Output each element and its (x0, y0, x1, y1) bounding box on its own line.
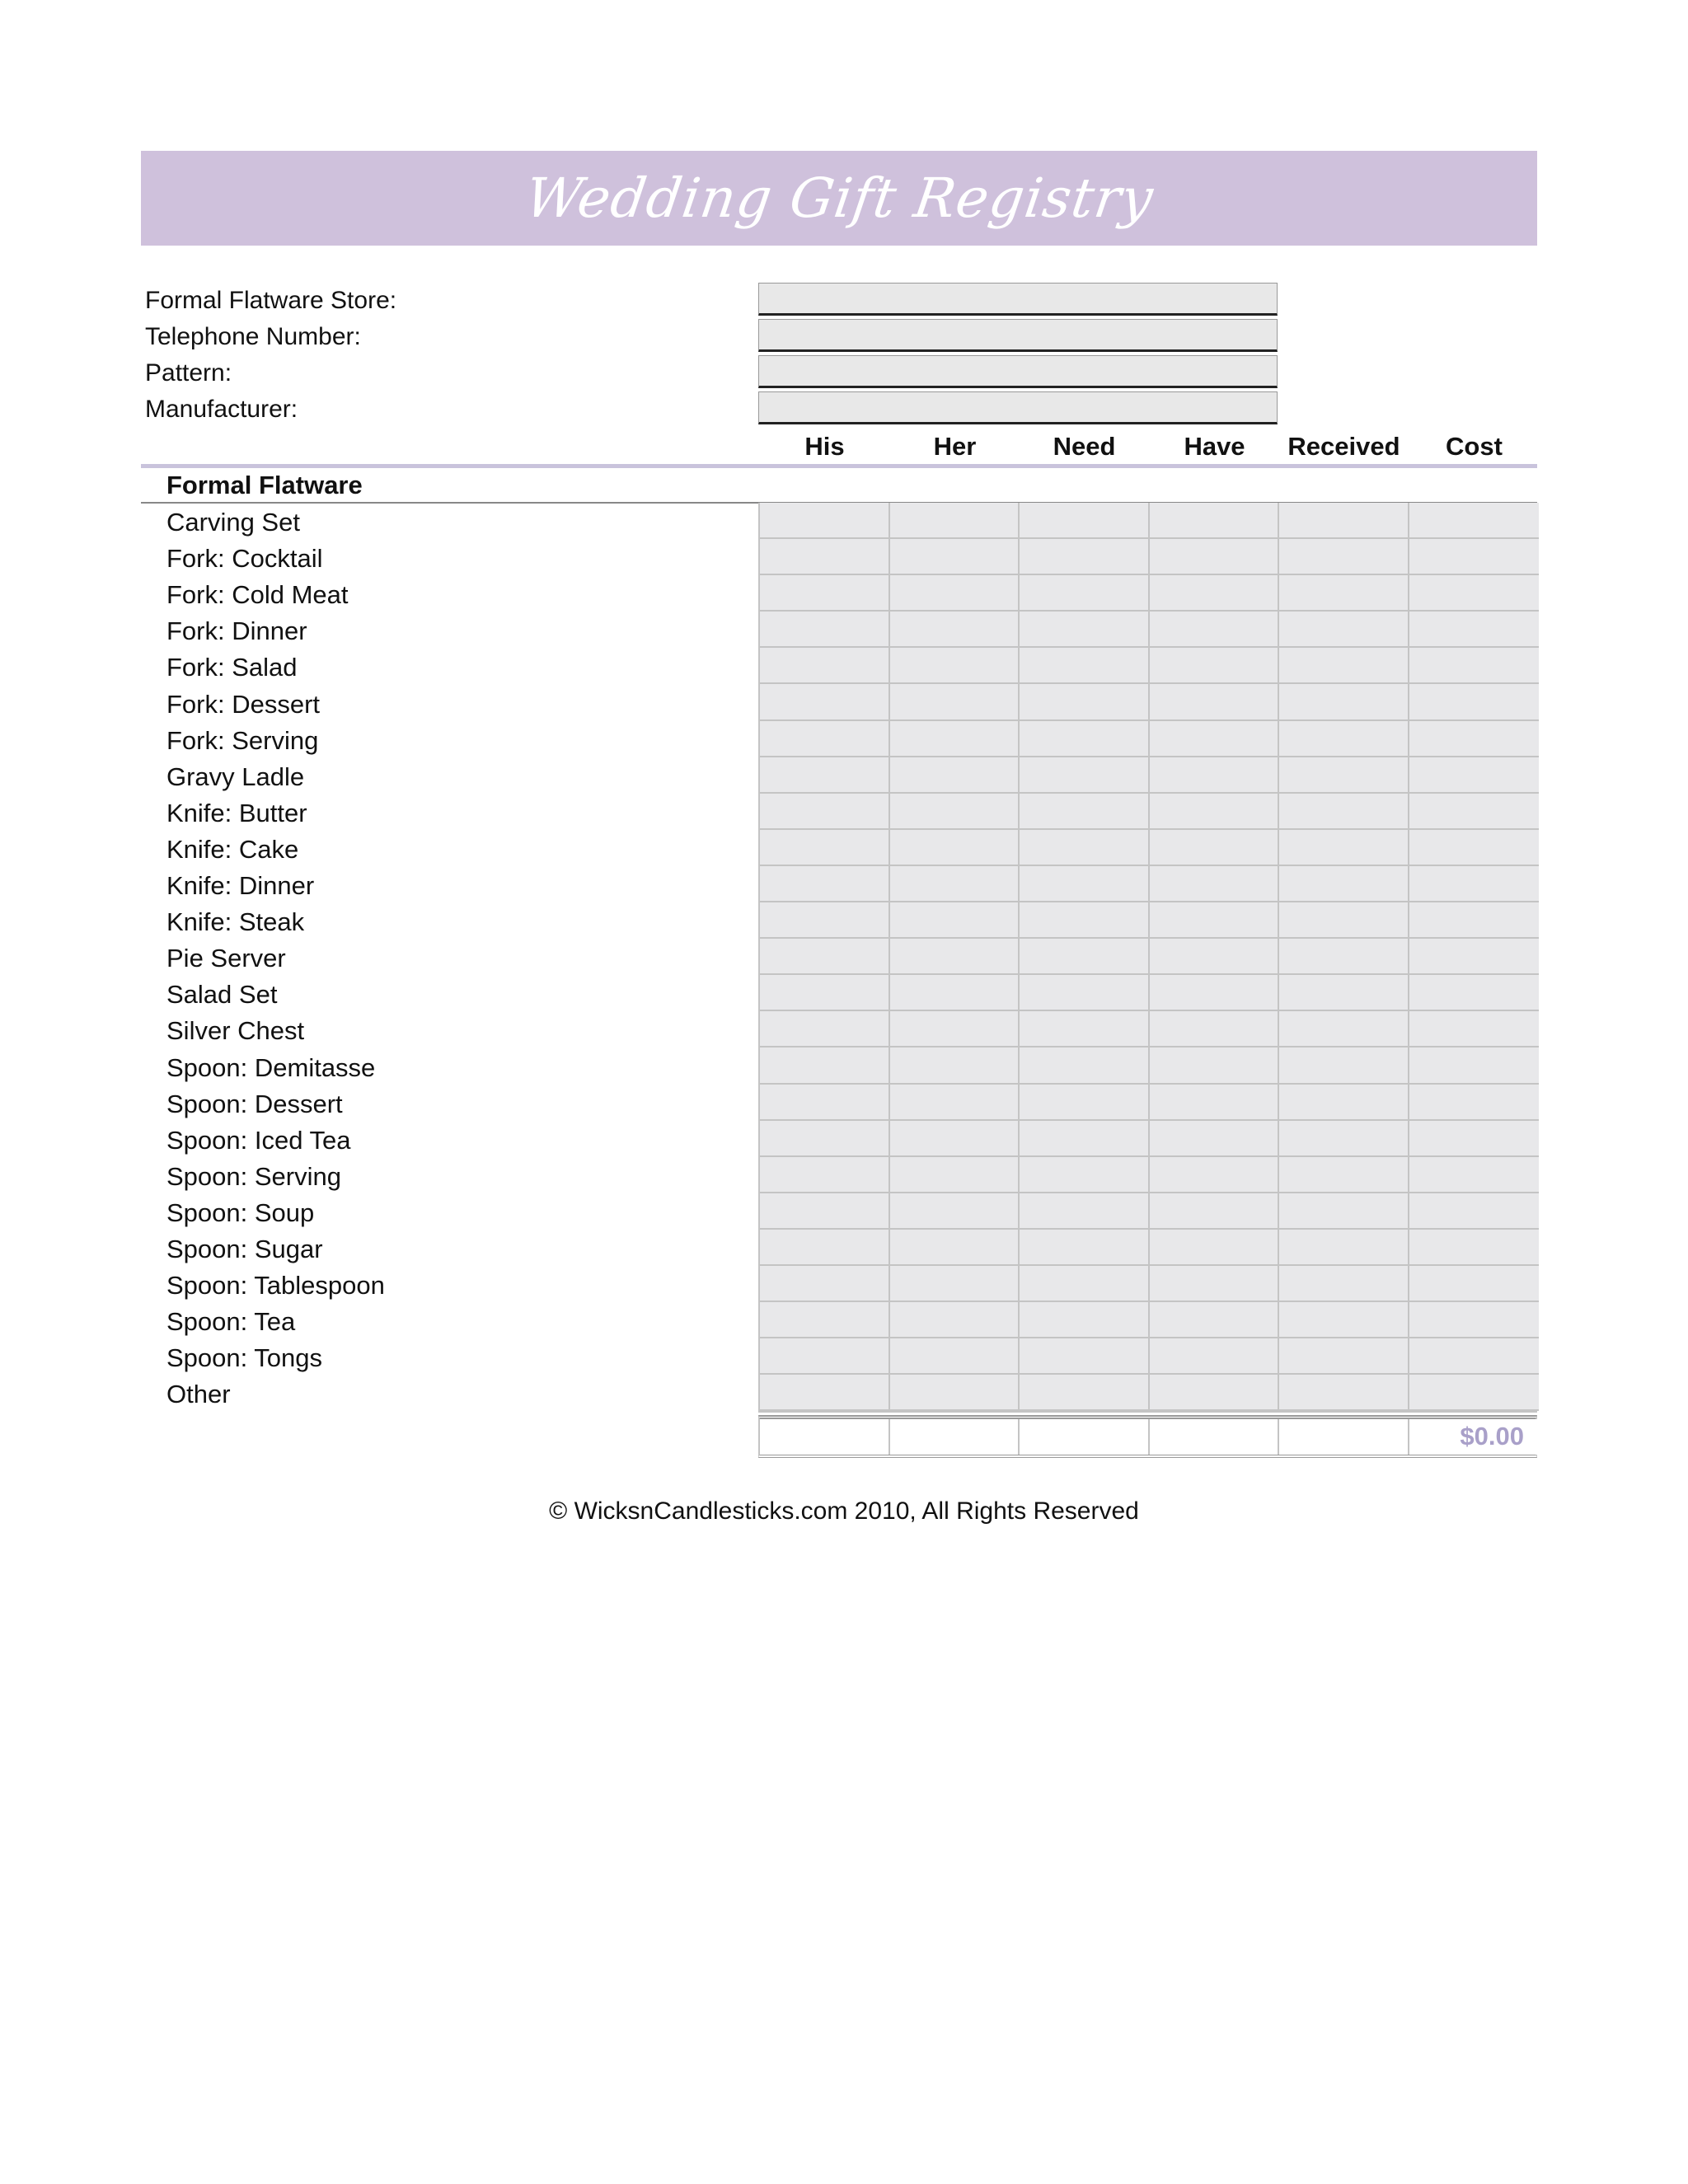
table-row (760, 1266, 1536, 1302)
cost-cell[interactable] (1409, 721, 1540, 757)
have-cell[interactable] (1150, 1266, 1280, 1302)
need-cell[interactable] (1020, 902, 1150, 939)
her-cell[interactable] (890, 1157, 1020, 1193)
item-label: Spoon: Tongs (166, 1343, 323, 1373)
table-row (760, 539, 1536, 575)
have-cell[interactable] (1150, 1338, 1280, 1375)
her-cell[interactable] (890, 757, 1020, 794)
received-cell[interactable] (1279, 794, 1409, 830)
her-cell[interactable] (890, 648, 1020, 684)
his-cell[interactable] (760, 1085, 890, 1121)
registry-grid (758, 503, 1537, 1413)
need-cell[interactable] (1020, 866, 1150, 902)
his-cell[interactable] (760, 1230, 890, 1266)
need-cell[interactable] (1020, 975, 1150, 1011)
table-row (760, 503, 1536, 539)
item-label: Spoon: Sugar (166, 1235, 323, 1263)
have-cell[interactable] (1150, 575, 1280, 612)
have-cell[interactable] (1150, 539, 1280, 575)
his-cell[interactable] (760, 721, 890, 757)
need-cell[interactable] (1020, 1302, 1150, 1338)
received-cell[interactable] (1279, 1011, 1409, 1047)
her-cell[interactable] (890, 866, 1020, 902)
cost-cell[interactable] (1409, 939, 1540, 975)
item-label: Silver Chest (166, 1016, 305, 1046)
table-row (760, 975, 1536, 1011)
column-header-have: Have (1184, 432, 1245, 461)
need-cell[interactable] (1020, 939, 1150, 975)
cost-cell[interactable] (1409, 1121, 1540, 1157)
cost-cell[interactable] (1409, 612, 1540, 648)
pattern-label: Pattern: (145, 359, 232, 387)
total-received (1279, 1419, 1409, 1455)
have-cell[interactable] (1150, 866, 1280, 902)
have-cell[interactable] (1150, 612, 1280, 648)
received-cell[interactable] (1279, 1266, 1409, 1302)
his-cell[interactable] (760, 1011, 890, 1047)
table-row (760, 684, 1536, 720)
phone-label: Telephone Number: (145, 323, 361, 350)
cost-cell[interactable] (1409, 757, 1540, 794)
received-cell[interactable] (1279, 1121, 1409, 1157)
need-cell[interactable] (1020, 794, 1150, 830)
her-cell[interactable] (890, 830, 1020, 866)
his-cell[interactable] (760, 975, 890, 1011)
total-his (760, 1419, 890, 1455)
manufacturer-field[interactable] (758, 391, 1278, 424)
need-cell[interactable] (1020, 503, 1150, 539)
cost-cell[interactable] (1409, 1266, 1540, 1302)
totals-row (758, 1415, 1537, 1458)
received-cell[interactable] (1279, 503, 1409, 539)
column-header-her: Her (933, 432, 977, 461)
item-label: Knife: Steak (166, 907, 305, 937)
his-cell[interactable] (760, 503, 890, 539)
table-row (760, 830, 1536, 866)
her-cell[interactable] (890, 503, 1020, 539)
her-cell[interactable] (890, 684, 1020, 720)
manufacturer-label: Manufacturer: (145, 396, 298, 423)
need-cell[interactable] (1020, 830, 1150, 866)
item-label: Gravy Ladle (166, 762, 305, 791)
his-cell[interactable] (760, 1193, 890, 1230)
received-cell[interactable] (1279, 902, 1409, 939)
received-cell[interactable] (1279, 539, 1409, 575)
table-row (760, 1011, 1536, 1047)
item-label: Spoon: Demitasse (166, 1052, 376, 1082)
table-row (760, 612, 1536, 648)
need-cell[interactable] (1020, 1047, 1150, 1084)
her-cell[interactable] (890, 1266, 1020, 1302)
table-row (760, 1375, 1536, 1411)
cost-cell[interactable] (1409, 866, 1540, 902)
need-cell[interactable] (1020, 648, 1150, 684)
cost-cell[interactable] (1409, 1157, 1540, 1193)
table-row (760, 1193, 1536, 1230)
need-cell[interactable] (1020, 1266, 1150, 1302)
received-cell[interactable] (1279, 1302, 1409, 1338)
her-cell[interactable] (890, 1338, 1020, 1375)
her-cell[interactable] (890, 539, 1020, 575)
total-her (890, 1419, 1020, 1455)
cost-cell[interactable] (1409, 1011, 1540, 1047)
his-cell[interactable] (760, 1266, 890, 1302)
his-cell[interactable] (760, 539, 890, 575)
table-row (760, 1047, 1536, 1084)
item-label: Carving Set (166, 508, 300, 537)
item-label: Fork: Serving (166, 725, 319, 755)
pattern-field[interactable] (758, 355, 1278, 388)
have-cell[interactable] (1150, 902, 1280, 939)
received-cell[interactable] (1279, 939, 1409, 975)
received-cell[interactable] (1279, 684, 1409, 720)
cost-cell[interactable] (1409, 1193, 1540, 1230)
item-label: Fork: Cold Meat (166, 580, 349, 610)
need-cell[interactable] (1020, 1375, 1150, 1411)
have-cell[interactable] (1150, 1047, 1280, 1084)
her-cell[interactable] (890, 939, 1020, 975)
her-cell[interactable] (890, 1193, 1020, 1230)
column-header-need: Need (1053, 432, 1116, 461)
his-cell[interactable] (760, 794, 890, 830)
need-cell[interactable] (1020, 1121, 1150, 1157)
his-cell[interactable] (760, 575, 890, 612)
total-have (1150, 1419, 1280, 1455)
his-cell[interactable] (760, 1047, 890, 1084)
table-row (760, 1230, 1536, 1266)
item-label: Knife: Butter (166, 798, 307, 827)
item-label: Spoon: Serving (166, 1161, 341, 1191)
his-cell[interactable] (760, 1302, 890, 1338)
need-cell[interactable] (1020, 1193, 1150, 1230)
need-cell[interactable] (1020, 684, 1150, 720)
received-cell[interactable] (1279, 612, 1409, 648)
item-label: Fork: Cocktail (166, 544, 323, 574)
received-cell[interactable] (1279, 1193, 1409, 1230)
total-cost: $0.00 (1409, 1419, 1540, 1455)
her-cell[interactable] (890, 1302, 1020, 1338)
her-cell[interactable] (890, 975, 1020, 1011)
table-row (760, 1302, 1536, 1338)
her-cell[interactable] (890, 1011, 1020, 1047)
column-header-received: Received (1287, 432, 1400, 461)
need-cell[interactable] (1020, 1338, 1150, 1375)
have-cell[interactable] (1150, 684, 1280, 720)
item-label: Fork: Dinner (166, 616, 307, 646)
her-cell[interactable] (890, 1085, 1020, 1121)
table-row (760, 1121, 1536, 1157)
phone-field[interactable] (758, 319, 1278, 352)
received-cell[interactable] (1279, 1375, 1409, 1411)
her-cell[interactable] (890, 794, 1020, 830)
his-cell[interactable] (760, 1375, 890, 1411)
item-label: Spoon: Soup (166, 1197, 315, 1227)
item-label: Spoon: Iced Tea (166, 1125, 351, 1155)
table-row (760, 939, 1536, 975)
item-label: Pie Server (166, 944, 286, 973)
have-cell[interactable] (1150, 648, 1280, 684)
his-cell[interactable] (760, 1121, 890, 1157)
cost-cell[interactable] (1409, 1302, 1540, 1338)
have-cell[interactable] (1150, 1011, 1280, 1047)
item-label: Fork: Dessert (166, 689, 321, 719)
column-header-his: His (804, 432, 845, 461)
his-cell[interactable] (760, 830, 890, 866)
cost-cell[interactable] (1409, 648, 1540, 684)
received-cell[interactable] (1279, 1085, 1409, 1121)
table-row (760, 902, 1536, 939)
cost-cell[interactable] (1409, 503, 1540, 539)
total-need (1020, 1419, 1150, 1455)
received-cell[interactable] (1279, 757, 1409, 794)
received-cell[interactable] (1279, 866, 1409, 902)
her-cell[interactable] (890, 575, 1020, 612)
have-cell[interactable] (1150, 794, 1280, 830)
cost-cell[interactable] (1409, 975, 1540, 1011)
item-label: Spoon: Tablespoon (166, 1271, 385, 1301)
store-field[interactable] (758, 283, 1278, 316)
cost-cell[interactable] (1409, 1230, 1540, 1266)
have-cell[interactable] (1150, 503, 1280, 539)
cost-cell[interactable] (1409, 1085, 1540, 1121)
cost-cell[interactable] (1409, 575, 1540, 612)
table-row (760, 757, 1536, 794)
his-cell[interactable] (760, 648, 890, 684)
cost-cell[interactable] (1409, 684, 1540, 720)
item-label: Fork: Salad (166, 653, 298, 682)
item-label: Knife: Cake (166, 834, 299, 864)
table-row (760, 1085, 1536, 1121)
her-cell[interactable] (890, 1230, 1020, 1266)
have-cell[interactable] (1150, 1375, 1280, 1411)
received-cell[interactable] (1279, 830, 1409, 866)
need-cell[interactable] (1020, 1085, 1150, 1121)
his-cell[interactable] (760, 866, 890, 902)
her-cell[interactable] (890, 1121, 1020, 1157)
cost-cell[interactable] (1409, 1047, 1540, 1084)
his-cell[interactable] (760, 684, 890, 720)
table-row (760, 866, 1536, 902)
have-cell[interactable] (1150, 757, 1280, 794)
table-row (760, 721, 1536, 757)
table-row (760, 648, 1536, 684)
need-cell[interactable] (1020, 1011, 1150, 1047)
item-label: Other (166, 1380, 231, 1409)
her-cell[interactable] (890, 902, 1020, 939)
table-row (760, 794, 1536, 830)
need-cell[interactable] (1020, 539, 1150, 575)
her-cell[interactable] (890, 612, 1020, 648)
received-cell[interactable] (1279, 1338, 1409, 1375)
his-cell[interactable] (760, 902, 890, 939)
cost-cell[interactable] (1409, 830, 1540, 866)
received-cell[interactable] (1279, 575, 1409, 612)
received-cell[interactable] (1279, 1047, 1409, 1084)
his-cell[interactable] (760, 939, 890, 975)
received-cell[interactable] (1279, 648, 1409, 684)
page-title: Wedding Gift Registry (521, 166, 1157, 230)
have-cell[interactable] (1150, 1085, 1280, 1121)
cost-cell[interactable] (1409, 1338, 1540, 1375)
have-cell[interactable] (1150, 975, 1280, 1011)
her-cell[interactable] (890, 721, 1020, 757)
item-label: Salad Set (166, 980, 278, 1010)
column-header-cost: Cost (1446, 432, 1503, 461)
have-cell[interactable] (1150, 1230, 1280, 1266)
item-label: Spoon: Dessert (166, 1089, 343, 1118)
need-cell[interactable] (1020, 1230, 1150, 1266)
cost-cell[interactable] (1409, 539, 1540, 575)
have-cell[interactable] (1150, 1157, 1280, 1193)
have-cell[interactable] (1150, 939, 1280, 975)
received-cell[interactable] (1279, 1230, 1409, 1266)
his-cell[interactable] (760, 1157, 890, 1193)
have-cell[interactable] (1150, 830, 1280, 866)
section-title: Formal Flatware (166, 471, 363, 499)
copyright-footer: © WicksnCandlesticks.com 2010, All Rights Reserved (549, 1497, 1139, 1525)
need-cell[interactable] (1020, 721, 1150, 757)
need-cell[interactable] (1020, 575, 1150, 612)
have-cell[interactable] (1150, 1121, 1280, 1157)
cost-cell[interactable] (1409, 902, 1540, 939)
table-row (760, 1338, 1536, 1375)
her-cell[interactable] (890, 1375, 1020, 1411)
her-cell[interactable] (890, 1047, 1020, 1084)
his-cell[interactable] (760, 612, 890, 648)
have-cell[interactable] (1150, 721, 1280, 757)
title-banner (141, 151, 1537, 246)
need-cell[interactable] (1020, 757, 1150, 794)
received-cell[interactable] (1279, 1157, 1409, 1193)
received-cell[interactable] (1279, 721, 1409, 757)
table-row (760, 575, 1536, 612)
received-cell[interactable] (1279, 975, 1409, 1011)
his-cell[interactable] (760, 1338, 890, 1375)
need-cell[interactable] (1020, 612, 1150, 648)
cost-cell[interactable] (1409, 794, 1540, 830)
store-label: Formal Flatware Store: (145, 287, 397, 314)
item-label: Spoon: Tea (166, 1307, 296, 1337)
table-row (760, 1157, 1536, 1193)
cost-cell[interactable] (1409, 1375, 1540, 1411)
his-cell[interactable] (760, 757, 890, 794)
item-label: Knife: Dinner (166, 871, 315, 900)
need-cell[interactable] (1020, 1157, 1150, 1193)
have-cell[interactable] (1150, 1302, 1280, 1338)
have-cell[interactable] (1150, 1193, 1280, 1230)
